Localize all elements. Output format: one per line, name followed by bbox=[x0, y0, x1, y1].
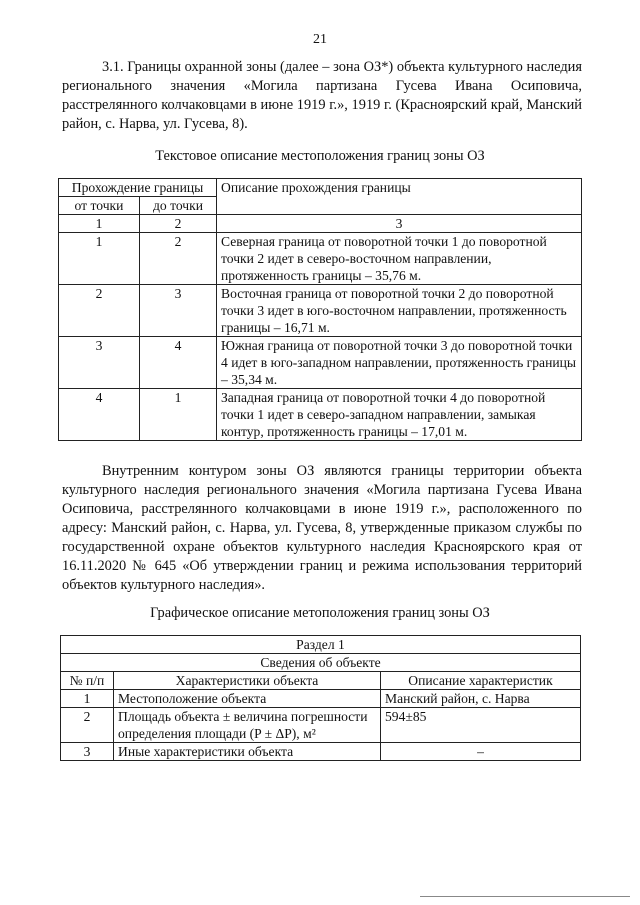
intro-paragraph bbox=[62, 58, 582, 134]
from-point-cell: 1 bbox=[59, 233, 140, 285]
description-cell: Манский район, с. Нарва bbox=[381, 690, 581, 708]
row-number-cell: 3 bbox=[61, 743, 114, 761]
table-row bbox=[61, 743, 581, 761]
header-boundary-description: Описание прохождения границы bbox=[217, 179, 582, 215]
boundary-description-cell: Восточная граница от поворотной точки 2 до поворотной точки 3 идет в юго-восточном направлении, протяженность границы – 16,71 м. bbox=[217, 285, 582, 337]
header-number: № п/п bbox=[61, 672, 114, 690]
characteristic-cell: Иные характеристики объекта bbox=[114, 743, 381, 761]
page-number: 21 bbox=[313, 32, 327, 47]
boundary-description-cell: Западная граница от поворотной точки 4 до поворотной точки 1 идет в северо-западном направлении, замыкая контур, протяженность границы – 17,01 м. bbox=[217, 389, 582, 441]
table-row bbox=[59, 233, 582, 285]
table-row bbox=[59, 337, 582, 389]
column-number: 3 bbox=[217, 215, 582, 233]
table-row bbox=[61, 708, 581, 743]
row-number-cell: 2 bbox=[61, 708, 114, 743]
to-point-cell: 4 bbox=[140, 337, 217, 389]
characteristic-cell: Местоположение объекта bbox=[114, 690, 381, 708]
table2-title: Графическое описание метоположения границ зоны ОЗ bbox=[150, 605, 490, 621]
boundary-description-cell: Северная граница от поворотной точки 1 до поворотной точки 2 идет в северо-восточном направлении, протяженность границы – 35,76 м. bbox=[217, 233, 582, 285]
object-info-table bbox=[60, 635, 581, 761]
subsection-header: Сведения об объекте bbox=[61, 654, 581, 672]
table1-title: Текстовое описание местоположения границ зоны ОЗ bbox=[155, 148, 485, 164]
boundary-description-cell: Южная граница от поворотной точки 3 до поворотной точки 4 идет в юго-западном направлении, протяженность границы – 35,34 м. bbox=[217, 337, 582, 389]
inner-contour-text: Внутренним контуром зоны ОЗ являются границы территории объекта культурного наследия регионального значения «Могила партизана Гусева Ивана Осиповича, расстрелянного колчаковцами в июне 1919 г.», расположенного по адресу: Манский район, с. Нарва, ул. Гусева, 8, утвержденные приказом службы по государственной охране объектов культурного наследия Красноярского края от 16.11.2020 № 645 «Об утверждении границ и режима использования территорий объектов культурного наследия». bbox=[62, 463, 582, 593]
header-from-point: от точки bbox=[59, 197, 140, 215]
to-point-cell: 3 bbox=[140, 285, 217, 337]
header-description: Описание характеристик bbox=[381, 672, 581, 690]
from-point-cell: 2 bbox=[59, 285, 140, 337]
inner-contour-paragraph bbox=[62, 462, 582, 595]
to-point-cell: 1 bbox=[140, 389, 217, 441]
characteristic-cell: Площадь объекта ± величина погрешности определения площади (P ± ΔP), м² bbox=[114, 708, 381, 743]
boundary-description-table bbox=[58, 178, 582, 441]
from-point-cell: 4 bbox=[59, 389, 140, 441]
header-characteristics: Характеристики объекта bbox=[114, 672, 381, 690]
description-cell: – bbox=[381, 743, 581, 761]
column-number: 2 bbox=[140, 215, 217, 233]
table-row bbox=[59, 389, 582, 441]
to-point-cell: 2 bbox=[140, 233, 217, 285]
from-point-cell: 3 bbox=[59, 337, 140, 389]
header-to-point: до точки bbox=[140, 197, 217, 215]
header-boundary-passage: Прохождение границы bbox=[59, 179, 217, 197]
row-number-cell: 1 bbox=[61, 690, 114, 708]
bottom-rule bbox=[420, 896, 630, 897]
section-header: Раздел 1 bbox=[61, 636, 581, 654]
table-row bbox=[59, 285, 582, 337]
table-row bbox=[61, 690, 581, 708]
description-cell: 594±85 bbox=[381, 708, 581, 743]
column-number: 1 bbox=[59, 215, 140, 233]
intro-text: 3.1. Границы охранной зоны (далее – зона ОЗ*) объекта культурного наследия регионального значения «Могила партизана Гусева Ивана Осиповича, расстрелянного колчаковцами в июне 1919 г.», 1919 г. (Красноярский край, Манский район, с. Нарва, ул. Гусева, 8). bbox=[62, 59, 582, 132]
